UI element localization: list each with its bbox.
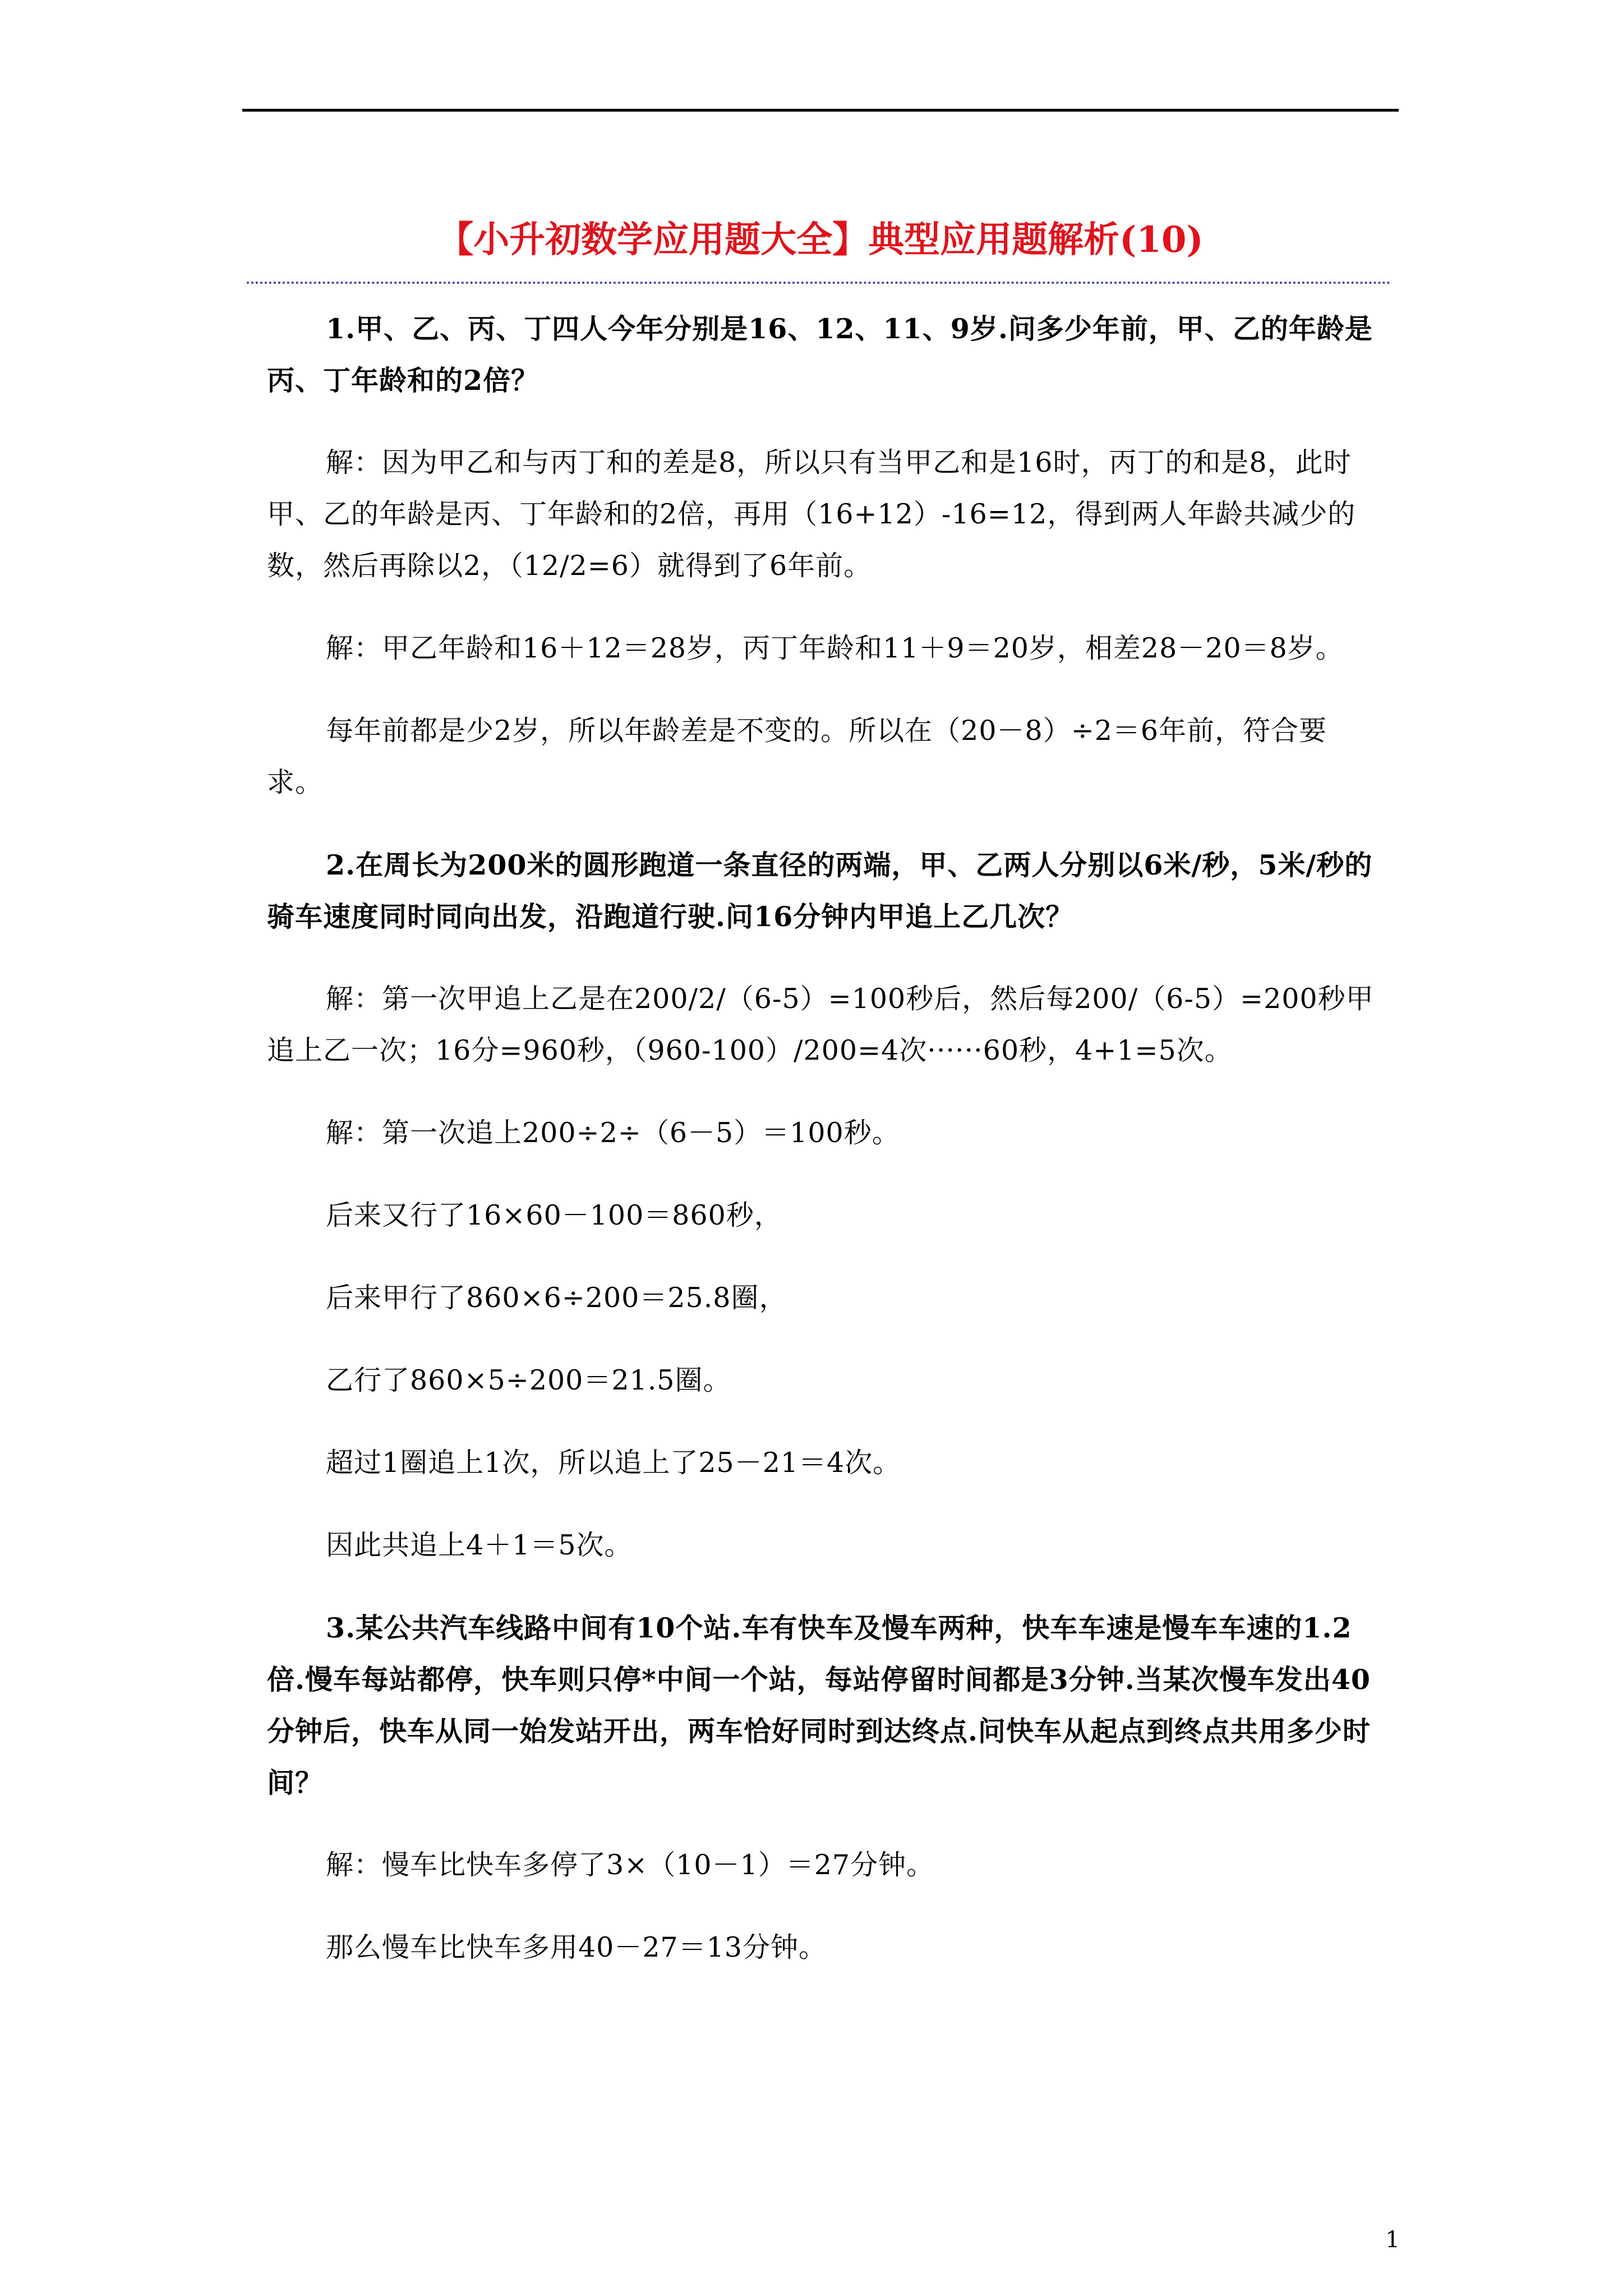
question-1: 1.甲、乙、丙、丁四人今年分别是16、12、11、9岁.问多少年前，甲、乙的年龄是丙、丁年龄和的2倍？ [267, 312, 1373, 397]
answer-paragraph: 解：因为甲乙和与丙丁和的差是8，所以只有当甲乙和是16时，丙丁的和是8，此时甲、乙的年龄是丙、丁年龄和的2倍，再用（16+12）-16=12，得到两人年龄共减少的数，然后再除以2，（12/2=6）就得到了6年前。 [267, 447, 1356, 582]
answer-paragraph: 解：慢车比快车多停了3×（10－1）＝27分钟。 [326, 1849, 935, 1881]
header-rule [242, 109, 1399, 112]
answer-paragraph: 后来又行了16×60－100＝860秒， [326, 1199, 782, 1231]
answer-paragraph: 解：第一次甲追上乙是在200/2/（6-5）=100秒后，然后每200/（6-5）=200秒甲追上乙一次；16分=960秒，（960-100）/200=4次······60秒，4+1=5次。 [267, 983, 1374, 1066]
answer-paragraph: 乙行了860×5÷200＝21.5圈。 [326, 1364, 731, 1396]
answer-paragraph: 每年前都是少2岁，所以年龄差是不变的。所以在（20－8）÷2＝6年前，符合要求。 [267, 715, 1327, 798]
answer-paragraph: 解：甲乙年龄和16＋12＝28岁，丙丁年龄和11＋9＝20岁，相差28－20＝8岁。 [326, 632, 1344, 664]
answer-paragraph: 超过1圈追上1次，所以追上了25－21＝4次。 [326, 1447, 901, 1479]
answer-paragraph: 因此共追上4＋1＝5次。 [326, 1529, 633, 1561]
answer-paragraph: 那么慢车比快车多用40－27＝13分钟。 [326, 1931, 827, 1963]
answer-paragraph: 后来甲行了860×6÷200＝25.8圈， [326, 1282, 787, 1314]
question-3: 3.某公共汽车线路中间有10个站.车有快车及慢车两种，快车车速是慢车车速的1.2倍.慢车每站都停，快车则只停*中间一个站，每站停留时间都是3分钟.当某次慢车发出40分钟后，快车从同一始发站开出，两车恰好同时到达终点.问快车从起点到终点共用多少时间？ [267, 1612, 1371, 1799]
page-number: 1 [1385, 2227, 1400, 2253]
question-2: 2.在周长为200米的圆形跑道一条直径的两端，甲、乙两人分别以6米/秒，5米/秒的骑车速度同时同向出发，沿跑道行驶.问16分钟内甲追上乙几次？ [267, 849, 1373, 933]
document-title: 【小升初数学应用题大全】典型应用题解析(10) [437, 219, 1204, 261]
document-body [267, 303, 1377, 2004]
title-dotted-rule [247, 282, 1391, 284]
answer-paragraph: 解：第一次追上200÷2÷（6－5）＝100秒。 [326, 1117, 900, 1149]
